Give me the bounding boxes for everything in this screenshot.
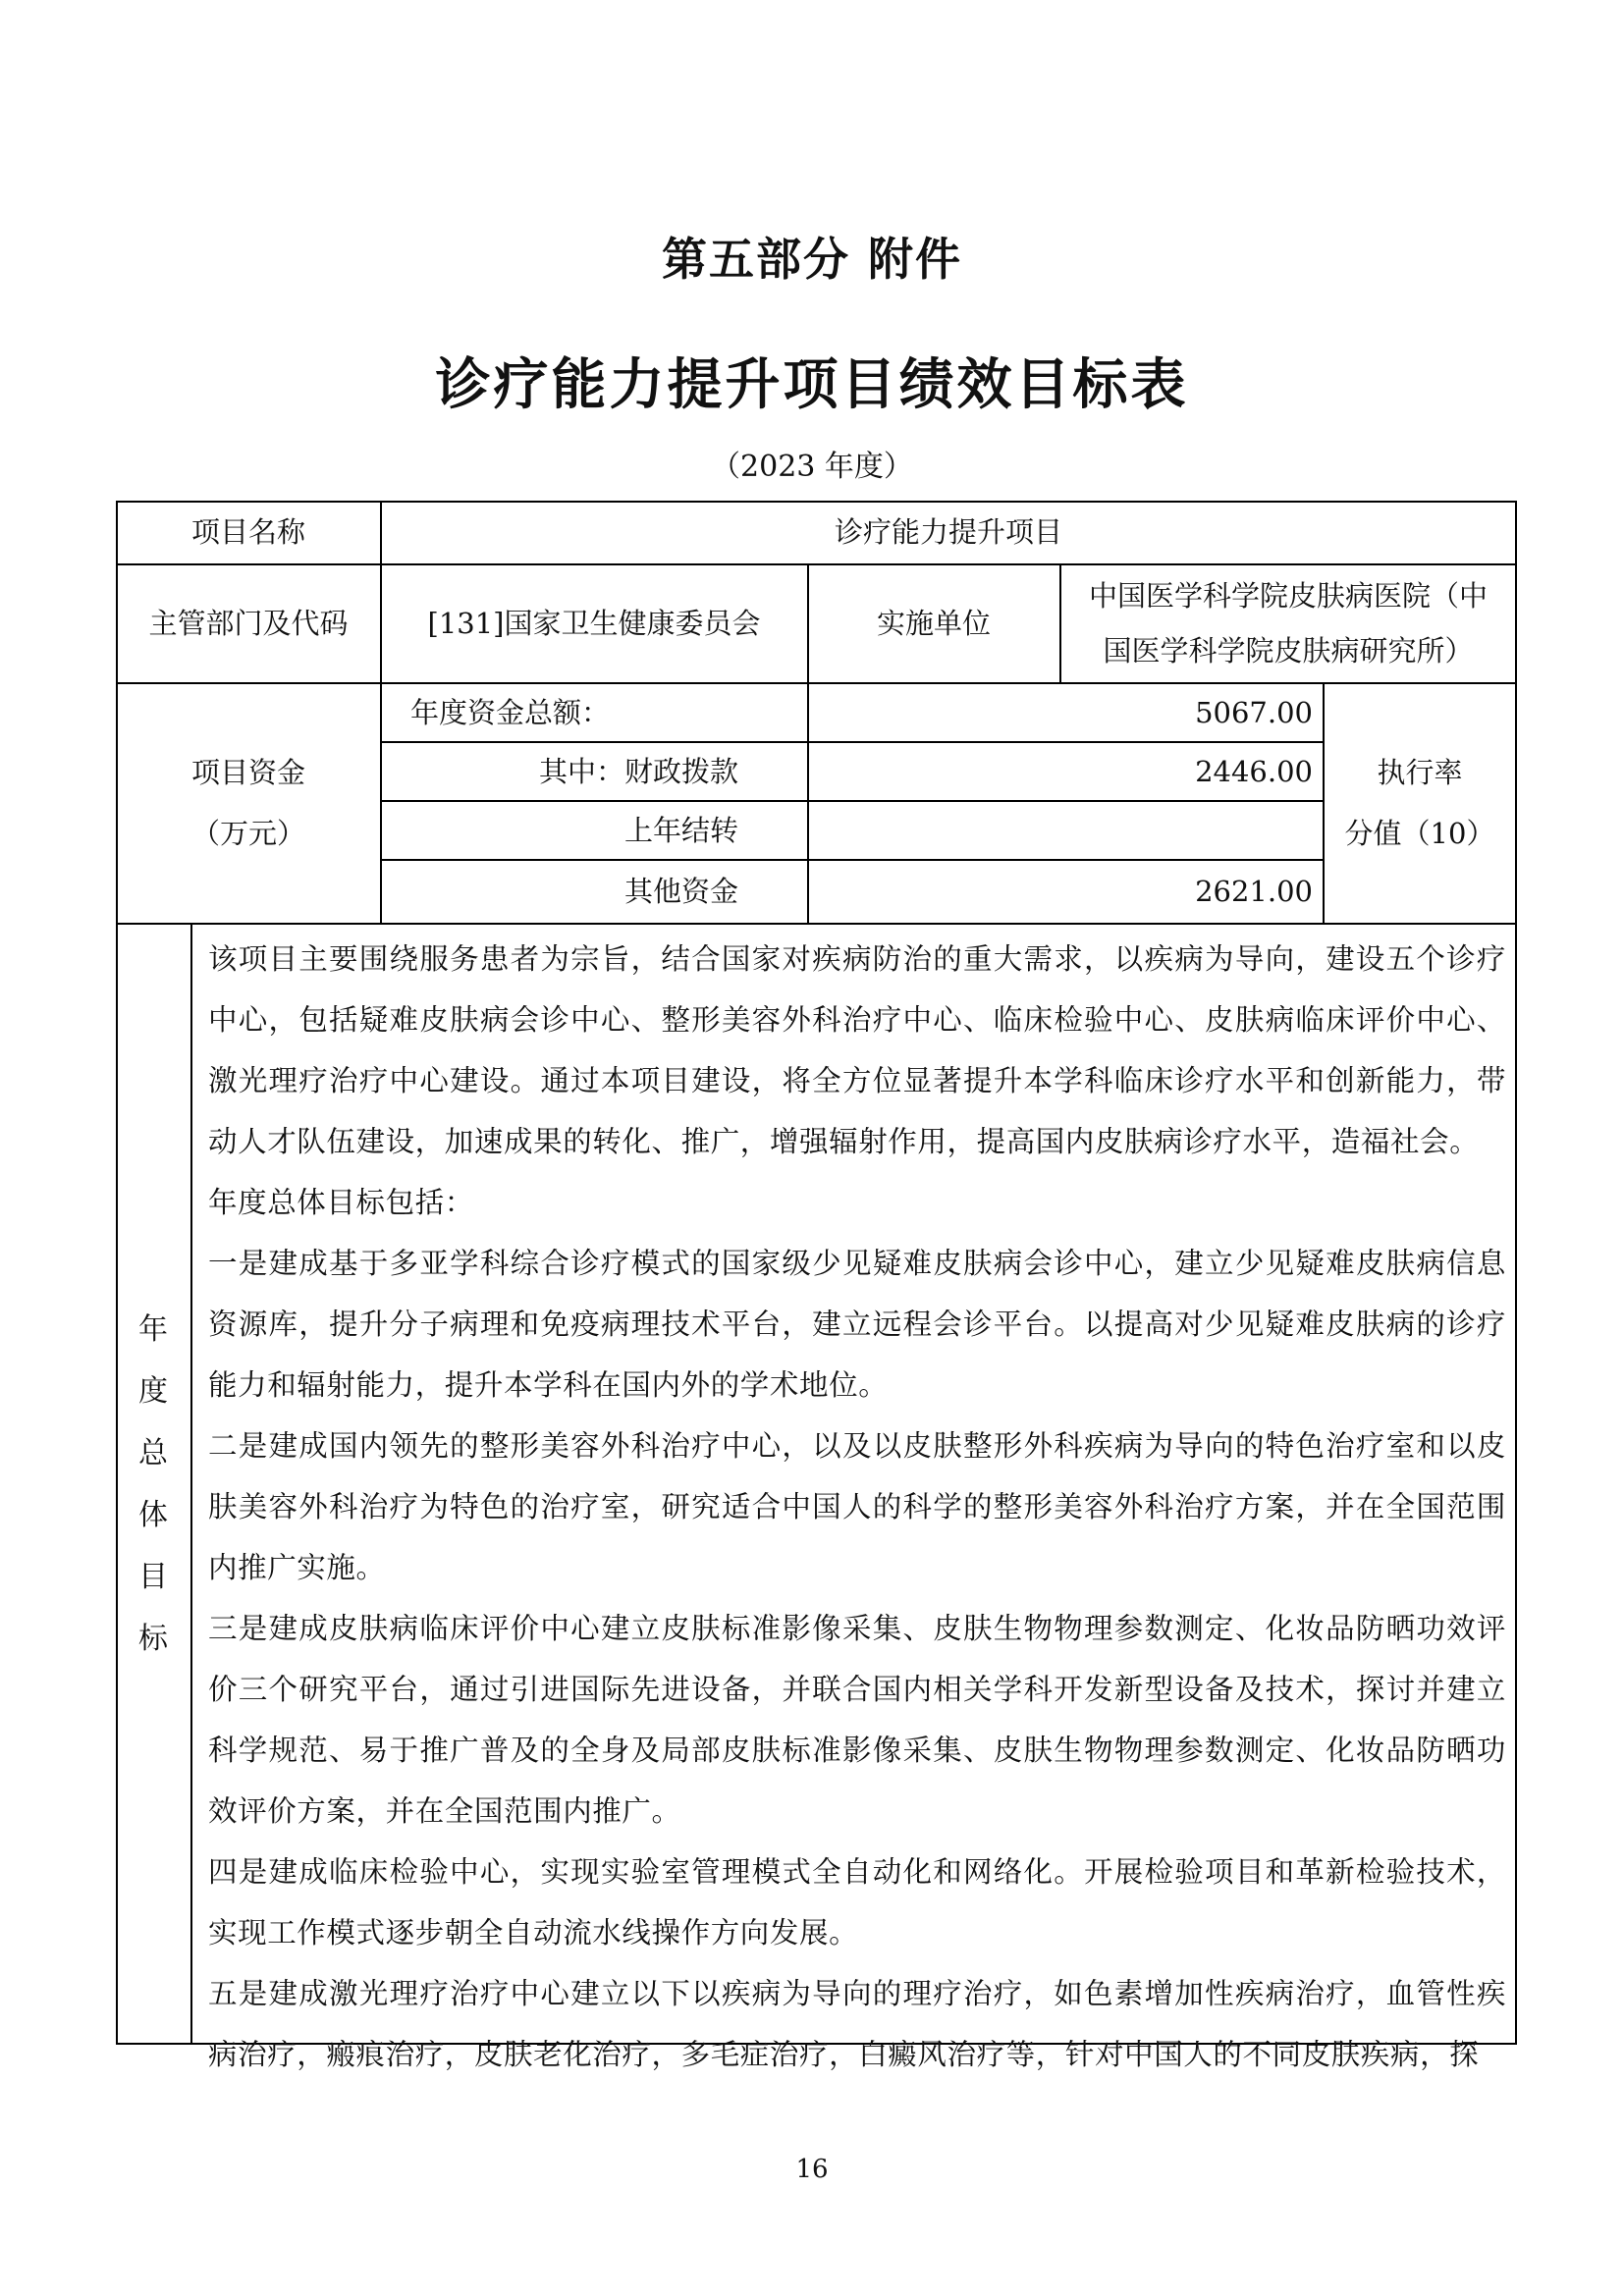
funds-row-value — [808, 801, 1323, 859]
goal-label-char: 目 — [138, 1560, 168, 1594]
funds-row-label: 其他资金 — [623, 875, 738, 908]
department-value: [131]国家卫生健康委员会 — [427, 607, 761, 640]
project-funds-label — [116, 683, 381, 923]
goal-label-char: 总 — [138, 1436, 168, 1470]
year-label: （2023 年度） — [711, 450, 913, 484]
annual-goal-content — [208, 929, 1506, 2071]
funds-row-label: 其中：财政拨款 — [538, 754, 738, 788]
goal-paragraph: 四是建成临床检验中心，实现实验室管理模式全自动化和网络化。开展检验项目和革新检验技术，实现工作模式逐步朝全自动流水线操作方向发展。 — [208, 1855, 1506, 1949]
col-divider — [190, 923, 192, 2045]
goal-paragraph: 一是建成基于多亚学科综合诊疗模式的国家级少见疑难皮肤病会诊中心，建立少见疑难皮肤病信息资源库，提升分子病理和免疫病理技术平台，建立远程会诊平台。以提高对少见疑难皮肤病的诊疗能力和辐射能力，提升本学科在国内外的学术地位。 — [208, 1247, 1506, 1402]
goal-label-char: 体 — [138, 1498, 168, 1532]
department-label: 主管部门及代码 — [148, 607, 349, 640]
goal-paragraph: 五是建成激光理疗治疗中心建立以下以疾病为导向的理疗治疗，如色素增加性疾病治疗，血管性疾病治疗，瘢痕治疗，皮肤老化治疗，多毛症治疗，白癜风治疗等，针对中国人的不同皮肤疾病，探 — [208, 1977, 1506, 2071]
goal-paragraph: 三是建成皮肤病临床评价中心建立皮肤标准影像采集、皮肤生物物理参数测定、化妆品防晒功效评价三个研究平台，通过引进国际先进设备，并联合国内相关学科开发新型设备及技术，探讨并建立科学规范、易于推广普及的全身及局部皮肤标准影像采集、皮肤生物物理参数测定、化妆品防晒功效评价方案，并在全国范围内推广。 — [208, 1612, 1506, 1828]
funds-unit-label: （万元） — [190, 817, 305, 850]
goal-paragraph: 年度总体目标包括： — [208, 1186, 474, 1219]
row-divider — [116, 923, 1517, 925]
goal-label-char: 度 — [138, 1374, 168, 1409]
project-name-label: 项目名称 — [190, 515, 305, 549]
funds-row-label: 上年结转 — [623, 813, 738, 847]
execution-rate-label — [1324, 683, 1516, 923]
funds-row-value: 2621.00 — [1195, 875, 1313, 908]
goal-paragraph: 二是建成国内领先的整形美容外科治疗中心，以及以皮肤整形外科疾病为导向的特色治疗室和以皮肤美容外科治疗为特色的治疗室，研究适合中国人的科学的整形美容外科治疗方案，并在全国范围内推广实施。 — [208, 1429, 1506, 1584]
part-title: 第五部分 附件 — [661, 233, 962, 286]
goal-label-char: 年 — [138, 1312, 168, 1347]
funds-label-line: 项目资金 — [190, 756, 305, 789]
goal-paragraph: 该项目主要围绕服务患者为宗旨，结合国家对疾病防治的重大需求，以疾病为导向，建设五个诊疗中心，包括疑难皮肤病会诊中心、整形美容外科治疗中心、临床检验中心、皮肤病临床评价中心、激光理疗治疗中心建设。通过本项目建设，将全方位显著提升本学科临床诊疗水平和创新能力，带动人才队伍建设，加速成果的转化、推广，增强辐射作用，提高国内皮肤病诊疗水平，造福社会。 — [208, 942, 1506, 1158]
execution-score-line: 分值（10） — [1344, 817, 1495, 850]
annual-goal-label — [116, 924, 190, 2045]
funds-row-label: 年度资金总额： — [410, 695, 611, 729]
implementing-unit-line: 中国医学科学院皮肤病医院（中 — [1088, 579, 1488, 613]
document-title: 诊疗能力提升项目绩效目标表 — [435, 353, 1189, 417]
project-name-value: 诊疗能力提升项目 — [834, 515, 1062, 549]
goal-label-char: 标 — [138, 1622, 168, 1656]
page-number: 16 — [795, 2155, 829, 2184]
implementing-unit-value — [1060, 564, 1516, 682]
funds-row-value: 2446.00 — [1195, 754, 1313, 788]
implementing-unit-line: 国医学科学院皮肤病研究所） — [1103, 634, 1474, 667]
implementing-unit-label: 实施单位 — [876, 607, 991, 640]
execution-rate-line: 执行率 — [1377, 756, 1463, 789]
funds-row-value: 5067.00 — [1195, 695, 1313, 729]
